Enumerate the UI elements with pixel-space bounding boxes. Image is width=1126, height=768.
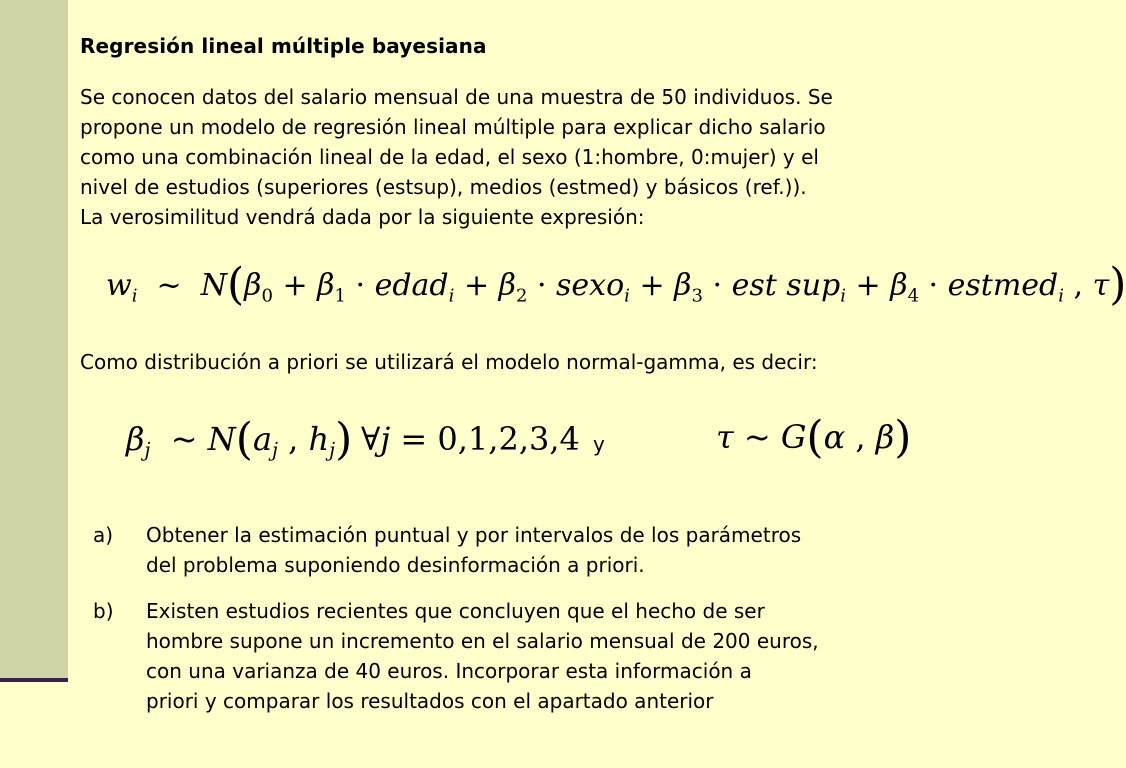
prior-description: Como distribución a priori se utilizará el modelo normal-gamma, es decir: [80, 350, 818, 374]
question-line: hombre supone un incremento en el salario mensual de 200 euros, [146, 629, 819, 653]
question-line: con una varianza de 40 euros. Incorporar esta información a [146, 659, 752, 683]
beta-index-values: 0,1,2,3,4 [437, 420, 580, 458]
question-line: Obtener la estimación puntual y por intervalos de los parámetros [146, 523, 802, 547]
question-marker: b) [93, 599, 114, 623]
term-sexo: sexo [556, 268, 625, 303]
intro-line: nivel de estudios (superiores (estsup), medios (estmed) y básicos (ref.)). [80, 175, 807, 199]
sidebar-rule [0, 678, 68, 682]
intro-line: propone un modelo de regresión lineal múltiple para explicar dicho salario [80, 115, 826, 139]
term-edad: edad [374, 268, 449, 303]
term-estsup: est sup [731, 268, 841, 303]
intro-line: como una combinación lineal de la edad, el sexo (1:hombre, 0:mujer) y el [80, 145, 819, 169]
slide-title: Regresión lineal múltiple bayesiana [80, 34, 487, 58]
question-line: Existen estudios recientes que concluyen que el hecho de ser [146, 599, 765, 623]
beta-index-range: ∀j = 0,1,2,3,4 [361, 420, 580, 458]
question-marker: a) [93, 523, 114, 547]
tau-prior-formula: τ ~ G(α , β) [716, 412, 912, 463]
question-line: priori y comparar los resultados con el apartado anterior [146, 689, 714, 713]
intro-paragraph [80, 82, 980, 232]
connector-text: y [593, 432, 605, 456]
question-text [146, 520, 986, 580]
intro-line: Se conocen datos del salario mensual de una muestra de 50 individuos. Se [80, 85, 833, 109]
question-line: del problema suponiendo desinformación a priori. [146, 553, 645, 577]
intro-line: La verosimilitud vendrá dada por la siguiente expresión: [80, 205, 645, 229]
question-text [146, 596, 986, 716]
beta-prior-formula: $\beta_j$ ~ $N(a_j$ , $h_j$) [126, 414, 353, 465]
term-estmed: estmed [947, 268, 1059, 303]
likelihood-formula: $w_i$ ~ $N(\beta_0 + \beta_1$ · edad$_i$ + $\beta_2$ · sexo$_i$ + $\beta_3$ · est $sup_i + \beta_4$ · estmed$_i$ , τ) [106, 259, 1126, 310]
sidebar-band [0, 0, 68, 678]
